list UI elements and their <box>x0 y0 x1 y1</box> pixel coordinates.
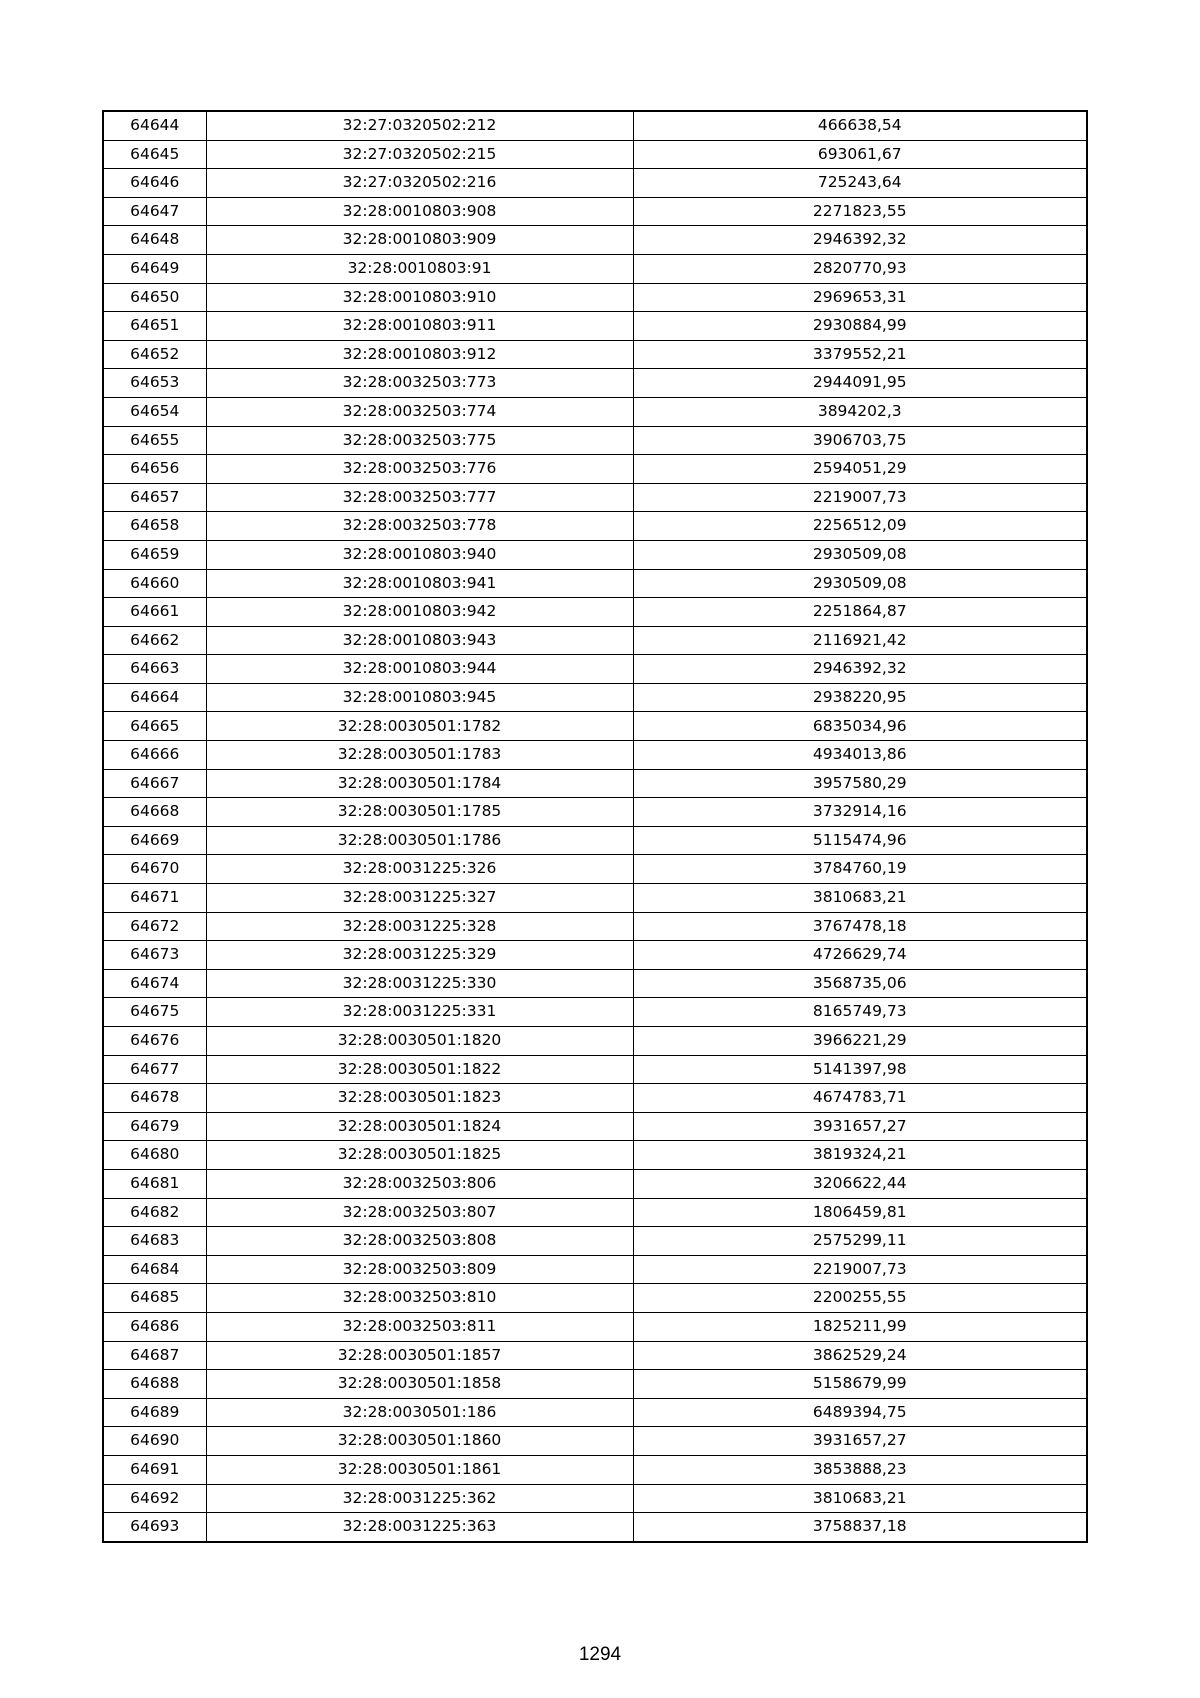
row-number-cell: 64648 <box>103 226 206 255</box>
row-number-cell: 64676 <box>103 1027 206 1056</box>
cadastral-value-cell: 3810683,21 <box>633 884 1087 913</box>
cadastral-value-cell: 6489394,75 <box>633 1398 1087 1427</box>
cadastral-value-cell: 3732914,16 <box>633 798 1087 827</box>
cadastral-value-cell: 2946392,32 <box>633 655 1087 684</box>
cadastral-value-cell: 3966221,29 <box>633 1027 1087 1056</box>
table-row <box>103 1370 1087 1399</box>
cadastral-number-cell: 32:28:0030501:1825 <box>206 1141 633 1170</box>
cadastral-number-cell: 32:28:0010803:909 <box>206 226 633 255</box>
cadastral-value-cell: 2930509,08 <box>633 569 1087 598</box>
row-number-cell: 64687 <box>103 1341 206 1370</box>
row-number-cell: 64680 <box>103 1141 206 1170</box>
cadastral-number-cell: 32:28:0030501:1785 <box>206 798 633 827</box>
cadastral-value-cell: 3206622,44 <box>633 1169 1087 1198</box>
cadastral-number-cell: 32:28:0030501:1820 <box>206 1027 633 1056</box>
row-number-cell: 64671 <box>103 884 206 913</box>
cadastral-number-cell: 32:28:0010803:943 <box>206 626 633 655</box>
row-number-cell: 64679 <box>103 1112 206 1141</box>
cadastral-number-cell: 32:28:0030501:186 <box>206 1398 633 1427</box>
cadastral-number-cell: 32:28:0032503:811 <box>206 1312 633 1341</box>
row-number-cell: 64650 <box>103 283 206 312</box>
cadastral-value-cell: 8165749,73 <box>633 998 1087 1027</box>
row-number-cell: 64646 <box>103 169 206 198</box>
cadastral-value-cell: 2219007,73 <box>633 483 1087 512</box>
table-row <box>103 1455 1087 1484</box>
table-row <box>103 397 1087 426</box>
table-row <box>103 1284 1087 1313</box>
cadastral-number-cell: 32:28:0032503:808 <box>206 1227 633 1256</box>
table-row <box>103 197 1087 226</box>
cadastral-number-cell: 32:28:0010803:944 <box>206 655 633 684</box>
cadastral-value-cell: 2219007,73 <box>633 1255 1087 1284</box>
page-number: 1294 <box>578 1644 622 1665</box>
cadastral-number-cell: 32:28:0030501:1786 <box>206 826 633 855</box>
table-row <box>103 540 1087 569</box>
table-row <box>103 283 1087 312</box>
cadastral-number-cell: 32:28:0010803:940 <box>206 540 633 569</box>
row-number-cell: 64685 <box>103 1284 206 1313</box>
table-row <box>103 941 1087 970</box>
cadastral-number-cell: 32:28:0031225:328 <box>206 912 633 941</box>
table-row <box>103 111 1087 140</box>
cadastral-value-cell: 3758837,18 <box>633 1513 1087 1542</box>
row-number-cell: 64652 <box>103 340 206 369</box>
cadastral-number-cell: 32:28:0010803:942 <box>206 598 633 627</box>
cadastral-number-cell: 32:28:0010803:941 <box>206 569 633 598</box>
row-number-cell: 64675 <box>103 998 206 1027</box>
cadastral-value-cell: 3906703,75 <box>633 426 1087 455</box>
cadastral-value-cell: 2251864,87 <box>633 598 1087 627</box>
cadastral-number-cell: 32:28:0030501:1782 <box>206 712 633 741</box>
cadastral-number-cell: 32:28:0031225:327 <box>206 884 633 913</box>
row-number-cell: 64672 <box>103 912 206 941</box>
cadastral-number-cell: 32:28:0032503:809 <box>206 1255 633 1284</box>
table-row <box>103 769 1087 798</box>
row-number-cell: 64649 <box>103 254 206 283</box>
cadastral-number-cell: 32:28:0032503:806 <box>206 1169 633 1198</box>
cadastral-value-cell: 3931657,27 <box>633 1112 1087 1141</box>
cadastral-value-cell: 2930884,99 <box>633 312 1087 341</box>
row-number-cell: 64669 <box>103 826 206 855</box>
row-number-cell: 64664 <box>103 683 206 712</box>
row-number-cell: 64660 <box>103 569 206 598</box>
cadastral-number-cell: 32:28:0010803:91 <box>206 254 633 283</box>
cadastral-number-cell: 32:28:0030501:1824 <box>206 1112 633 1141</box>
cadastral-number-cell: 32:28:0030501:1860 <box>206 1427 633 1456</box>
cadastral-number-cell: 32:28:0010803:912 <box>206 340 633 369</box>
row-number-cell: 64655 <box>103 426 206 455</box>
cadastral-value-cell: 4934013,86 <box>633 741 1087 770</box>
row-number-cell: 64684 <box>103 1255 206 1284</box>
row-number-cell: 64688 <box>103 1370 206 1399</box>
cadastral-value-cell: 2820770,93 <box>633 254 1087 283</box>
table-row <box>103 1141 1087 1170</box>
row-number-cell: 64692 <box>103 1484 206 1513</box>
cadastral-number-cell: 32:28:0032503:773 <box>206 369 633 398</box>
row-number-cell: 64658 <box>103 512 206 541</box>
table-row <box>103 855 1087 884</box>
cadastral-value-cell: 3894202,3 <box>633 397 1087 426</box>
cadastral-number-cell: 32:28:0032503:807 <box>206 1198 633 1227</box>
row-number-cell: 64678 <box>103 1084 206 1113</box>
cadastral-value-cell: 3862529,24 <box>633 1341 1087 1370</box>
cadastral-number-cell: 32:28:0030501:1783 <box>206 741 633 770</box>
row-number-cell: 64668 <box>103 798 206 827</box>
table-row <box>103 655 1087 684</box>
cadastral-number-cell: 32:28:0030501:1823 <box>206 1084 633 1113</box>
row-number-cell: 64651 <box>103 312 206 341</box>
cadastral-value-cell: 5115474,96 <box>633 826 1087 855</box>
cadastral-number-cell: 32:28:0032503:776 <box>206 455 633 484</box>
cadastral-number-cell: 32:28:0030501:1857 <box>206 1341 633 1370</box>
cadastral-value-cell: 5158679,99 <box>633 1370 1087 1399</box>
cadastral-number-cell: 32:28:0010803:908 <box>206 197 633 226</box>
table-row <box>103 826 1087 855</box>
row-number-cell: 64691 <box>103 1455 206 1484</box>
table-row <box>103 369 1087 398</box>
cadastral-number-cell: 32:28:0031225:331 <box>206 998 633 1027</box>
table-row <box>103 683 1087 712</box>
cadastral-value-cell: 2116921,42 <box>633 626 1087 655</box>
table-row <box>103 226 1087 255</box>
row-number-cell: 64659 <box>103 540 206 569</box>
cadastral-number-cell: 32:28:0030501:1861 <box>206 1455 633 1484</box>
table-row <box>103 140 1087 169</box>
cadastral-number-cell: 32:28:0030501:1784 <box>206 769 633 798</box>
cadastral-value-cell: 2969653,31 <box>633 283 1087 312</box>
cadastral-value-cell: 2200255,55 <box>633 1284 1087 1313</box>
table-row <box>103 1398 1087 1427</box>
row-number-cell: 64661 <box>103 598 206 627</box>
table-row <box>103 912 1087 941</box>
row-number-cell: 64645 <box>103 140 206 169</box>
cadastral-number-cell: 32:28:0032503:778 <box>206 512 633 541</box>
cadastral-value-cell: 3568735,06 <box>633 969 1087 998</box>
table-row <box>103 512 1087 541</box>
cadastral-value-cell: 2946392,32 <box>633 226 1087 255</box>
cadastral-value-cell: 3767478,18 <box>633 912 1087 941</box>
row-number-cell: 64682 <box>103 1198 206 1227</box>
table-row <box>103 483 1087 512</box>
cadastral-number-cell: 32:28:0031225:362 <box>206 1484 633 1513</box>
row-number-cell: 64681 <box>103 1169 206 1198</box>
table-row <box>103 340 1087 369</box>
table-body <box>103 111 1087 1542</box>
table-row <box>103 1198 1087 1227</box>
row-number-cell: 64665 <box>103 712 206 741</box>
table-row <box>103 1027 1087 1056</box>
row-number-cell: 64674 <box>103 969 206 998</box>
table-row <box>103 598 1087 627</box>
table-row <box>103 798 1087 827</box>
cadastral-value-cell: 3853888,23 <box>633 1455 1087 1484</box>
table-row <box>103 1513 1087 1542</box>
row-number-cell: 64670 <box>103 855 206 884</box>
cadastral-value-cell: 5141397,98 <box>633 1055 1087 1084</box>
cadastral-value-cell: 2575299,11 <box>633 1227 1087 1256</box>
cadastral-number-cell: 32:28:0010803:910 <box>206 283 633 312</box>
table-row <box>103 1084 1087 1113</box>
cadastral-value-cell: 2944091,95 <box>633 369 1087 398</box>
cadastral-number-cell: 32:28:0010803:945 <box>206 683 633 712</box>
row-number-cell: 64667 <box>103 769 206 798</box>
cadastral-number-cell: 32:28:0030501:1822 <box>206 1055 633 1084</box>
cadastral-value-cell: 3784760,19 <box>633 855 1087 884</box>
cadastral-number-cell: 32:27:0320502:215 <box>206 140 633 169</box>
row-number-cell: 64653 <box>103 369 206 398</box>
cadastral-value-cell: 466638,54 <box>633 111 1087 140</box>
row-number-cell: 64690 <box>103 1427 206 1456</box>
cadastral-value-cell: 3379552,21 <box>633 340 1087 369</box>
table-row <box>103 169 1087 198</box>
table-row <box>103 312 1087 341</box>
table-row <box>103 741 1087 770</box>
row-number-cell: 64677 <box>103 1055 206 1084</box>
table-row <box>103 1484 1087 1513</box>
table-row <box>103 1112 1087 1141</box>
cadastral-value-cell: 1806459,81 <box>633 1198 1087 1227</box>
cadastral-number-cell: 32:28:0032503:810 <box>206 1284 633 1313</box>
row-number-cell: 64673 <box>103 941 206 970</box>
cadastral-number-cell: 32:28:0031225:329 <box>206 941 633 970</box>
cadastral-value-cell: 1825211,99 <box>633 1312 1087 1341</box>
row-number-cell: 64657 <box>103 483 206 512</box>
table-row <box>103 1255 1087 1284</box>
cadastral-number-cell: 32:28:0031225:363 <box>206 1513 633 1542</box>
row-number-cell: 64662 <box>103 626 206 655</box>
cadastral-value-cell: 3931657,27 <box>633 1427 1087 1456</box>
cadastral-value-cell: 2594051,29 <box>633 455 1087 484</box>
cadastral-number-cell: 32:28:0032503:777 <box>206 483 633 512</box>
cadastral-value-cell: 2930509,08 <box>633 540 1087 569</box>
cadastral-number-cell: 32:28:0010803:911 <box>206 312 633 341</box>
table-row <box>103 426 1087 455</box>
cadastral-value-cell: 3957580,29 <box>633 769 1087 798</box>
row-number-cell: 64683 <box>103 1227 206 1256</box>
row-number-cell: 64666 <box>103 741 206 770</box>
cadastral-number-cell: 32:27:0320502:212 <box>206 111 633 140</box>
cadastral-value-cell: 2256512,09 <box>633 512 1087 541</box>
table-row <box>103 254 1087 283</box>
cadastral-value-cell: 6835034,96 <box>633 712 1087 741</box>
row-number-cell: 64654 <box>103 397 206 426</box>
row-number-cell: 64644 <box>103 111 206 140</box>
cadastral-number-cell: 32:28:0032503:774 <box>206 397 633 426</box>
cadastral-value-cell: 725243,64 <box>633 169 1087 198</box>
cadastral-value-cell: 3819324,21 <box>633 1141 1087 1170</box>
table-row <box>103 1227 1087 1256</box>
cadastral-value-cell: 693061,67 <box>633 140 1087 169</box>
row-number-cell: 64693 <box>103 1513 206 1542</box>
table-row <box>103 1427 1087 1456</box>
table-row <box>103 712 1087 741</box>
table-row <box>103 1341 1087 1370</box>
table-row <box>103 569 1087 598</box>
cadastral-value-cell: 2271823,55 <box>633 197 1087 226</box>
row-number-cell: 64656 <box>103 455 206 484</box>
row-number-cell: 64686 <box>103 1312 206 1341</box>
cadastral-number-cell: 32:28:0030501:1858 <box>206 1370 633 1399</box>
row-number-cell: 64663 <box>103 655 206 684</box>
cadastral-number-cell: 32:27:0320502:216 <box>206 169 633 198</box>
cadastral-value-cell: 2938220,95 <box>633 683 1087 712</box>
row-number-cell: 64689 <box>103 1398 206 1427</box>
table-row <box>103 969 1087 998</box>
cadastral-value-cell: 3810683,21 <box>633 1484 1087 1513</box>
table-row <box>103 998 1087 1027</box>
cadastral-number-cell: 32:28:0031225:330 <box>206 969 633 998</box>
table-row <box>103 626 1087 655</box>
table-row <box>103 1055 1087 1084</box>
cadastral-number-cell: 32:28:0031225:326 <box>206 855 633 884</box>
row-number-cell: 64647 <box>103 197 206 226</box>
table-row <box>103 884 1087 913</box>
cadastral-number-cell: 32:28:0032503:775 <box>206 426 633 455</box>
table-row <box>103 1312 1087 1341</box>
cadastral-value-cell: 4726629,74 <box>633 941 1087 970</box>
cadastral-value-table <box>102 110 1088 1543</box>
table-row <box>103 455 1087 484</box>
cadastral-value-cell: 4674783,71 <box>633 1084 1087 1113</box>
table-row <box>103 1169 1087 1198</box>
